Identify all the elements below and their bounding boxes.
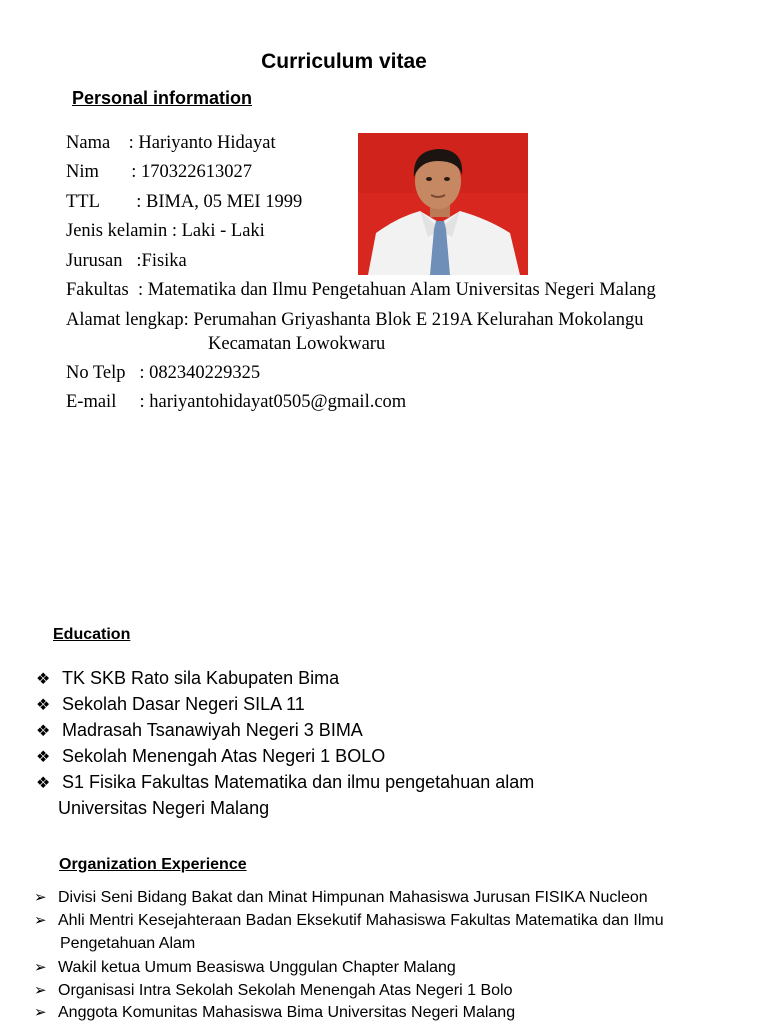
arrowhead-bullet-icon: ➢ bbox=[34, 1004, 47, 1021]
organization-item-text: Ahli Mentri Kesejahteraan Badan Eksekutif Mahasiswa Fakultas Matematika dan Ilmu bbox=[58, 912, 664, 929]
organization-item bbox=[34, 1003, 515, 1022]
education-item bbox=[36, 668, 339, 689]
fakultas-line: Fakultas : Matematika dan Ilmu Pengetahuan Alam Universitas Negeri Malang bbox=[66, 280, 656, 300]
organization-item bbox=[34, 888, 648, 907]
jenis-kelamin-line: Jenis kelamin : Laki - Laki bbox=[66, 221, 265, 241]
alamat-continuation: Kecamatan Lowokwaru bbox=[208, 334, 386, 354]
education-item-text: S1 Fisika Fakultas Matematika dan ilmu pengetahuan alam bbox=[62, 772, 535, 792]
education-item bbox=[36, 720, 363, 741]
organization-item bbox=[34, 981, 513, 1000]
organization-item bbox=[34, 911, 664, 930]
arrowhead-bullet-icon: ➢ bbox=[34, 982, 47, 999]
diamond-bullet-icon: ❖ bbox=[36, 749, 51, 766]
profile-photo-illustration bbox=[358, 133, 528, 275]
education-item-text: Sekolah Menengah Atas Negeri 1 BOLO bbox=[62, 746, 386, 766]
education-item bbox=[36, 746, 385, 767]
personal-information-heading: Personal information bbox=[72, 88, 253, 108]
diamond-bullet-icon: ❖ bbox=[36, 697, 51, 714]
education-item-continuation: Universitas Negeri Malang bbox=[58, 798, 270, 818]
education-item-text: Madrasah Tsanawiyah Negeri 3 BIMA bbox=[62, 720, 363, 740]
telp-line: No Telp : 082340229325 bbox=[66, 363, 261, 383]
organization-item-text: Divisi Seni Bidang Bakat dan Minat Himpunan Mahasiswa Jurusan FISIKA Nucleon bbox=[58, 889, 648, 906]
arrowhead-bullet-icon: ➢ bbox=[34, 889, 47, 906]
diamond-bullet-icon: ❖ bbox=[36, 671, 51, 688]
page-title: Curriculum vitae bbox=[261, 50, 427, 73]
arrowhead-bullet-icon: ➢ bbox=[34, 959, 47, 976]
jurusan-line: Jurusan :Fisika bbox=[66, 251, 187, 271]
organization-item-text: Wakil ketua Umum Beasiswa Unggulan Chapter Malang bbox=[58, 959, 456, 976]
arrowhead-bullet-icon: ➢ bbox=[34, 912, 47, 929]
education-item bbox=[36, 772, 534, 793]
email-line: E-mail : hariyantohidayat0505@gmail.com bbox=[66, 392, 407, 412]
nim-line: Nim : 170322613027 bbox=[66, 162, 253, 182]
profile-photo bbox=[358, 133, 528, 275]
education-item-text: Sekolah Dasar Negeri SILA 11 bbox=[62, 694, 305, 714]
nama-line: Nama : Hariyanto Hidayat bbox=[66, 133, 276, 153]
organization-experience-heading: Organization Experience bbox=[59, 856, 247, 873]
ttl-line: TTL : BIMA, 05 MEI 1999 bbox=[66, 192, 303, 212]
organization-item bbox=[34, 958, 456, 977]
education-heading: Education bbox=[53, 626, 131, 643]
diamond-bullet-icon: ❖ bbox=[36, 775, 51, 792]
alamat-line: Alamat lengkap: Perumahan Griyashanta Blok E 219A Kelurahan Mokolangu bbox=[66, 310, 644, 330]
education-item-text: TK SKB Rato sila Kabupaten Bima bbox=[62, 668, 340, 688]
diamond-bullet-icon: ❖ bbox=[36, 723, 51, 740]
organization-item-text: Organisasi Intra Sekolah Sekolah Menengah Atas Negeri 1 Bolo bbox=[58, 982, 513, 999]
organization-item-text: Anggota Komunitas Mahasiswa Bima Universitas Negeri Malang bbox=[58, 1004, 516, 1021]
organization-item-continuation: Pengetahuan Alam bbox=[60, 935, 196, 952]
education-item bbox=[36, 694, 305, 715]
